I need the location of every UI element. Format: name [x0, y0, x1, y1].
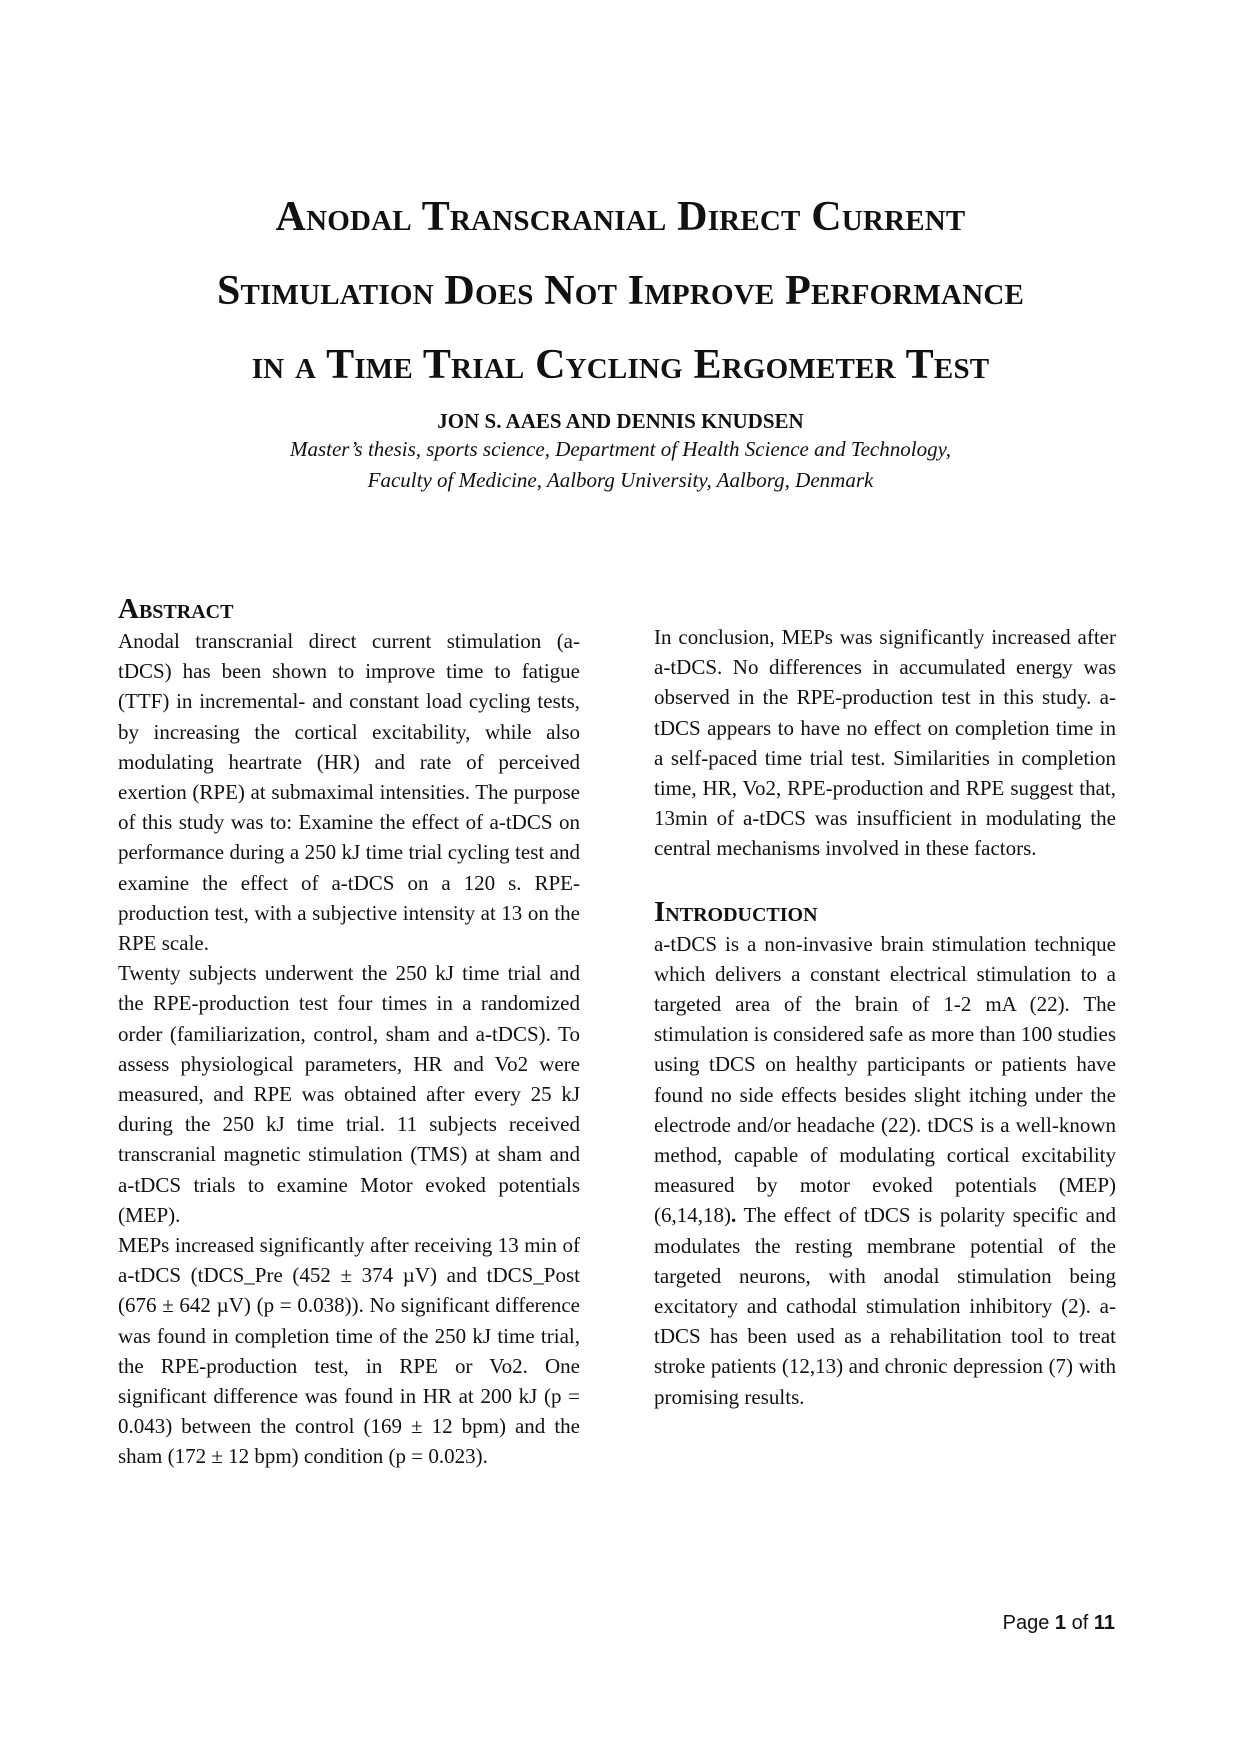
paper-title — [0, 180, 1241, 402]
page-number — [1003, 1610, 1115, 1636]
abstract-paragraph-2: Twenty subjects underwent the 250 kJ time trial and the RPE-production test four times in a randomized order (familiarization, control, sham and a-tDCS). To assess physiological parameters, HR and Vo2 were measured, and RPE was obtained after every 25 kJ during the 250 kJ time trial. 11 subjects received transcranial magnetic stimulation (TMS) at sham and a-tDCS trials to examine Motor evoked potentials (MEP). — [118, 961, 580, 1227]
authors: JON S. AAES AND DENNIS KNUDSEN — [437, 409, 804, 433]
abstract-paragraph-1: Anodal transcranial direct current stimulation (a-tDCS) has been shown to improve time to fatigue (TTF) in incremental- and constant load cycling tests, by increasing the cortical excitability, while also modulating heartrate (HR) and rate of perceived exertion (RPE) at submaximal intensities. The purpose of this study was to: Examine the effect of a-tDCS on performance during a 250 kJ time trial cycling test and examine the effect of a-tDCS on a 120 s. RPE-production test, with a subjective intensity at 13 on the RPE scale. — [118, 629, 580, 956]
abstract-paragraph-3: MEPs increased significantly after receiving 13 min of a-tDCS (tDCS_Pre (452 ± 374 µV) and tDCS_Post (676 ± 642 µV) (p = 0.038)). No significant difference was found in completion time of the 250 kJ time trial, the RPE-production test, in RPE or Vo2. One significant difference was found in HR at 200 kJ (p = 0.043) between the control (169 ± 12 bpm) and the sham (172 ± 12 bpm) condition (p = 0.023). — [118, 1233, 580, 1469]
intro-bold-period: . — [731, 1203, 737, 1228]
affiliation-line-1: Master’s thesis, sports science, Department of Health Science and Technology, — [289, 437, 952, 461]
abstract-conclusion-paragraph: In conclusion, MEPs was significantly increased after a-tDCS. No differences in accumulated energy was observed in the RPE-production test in this study. a-tDCS appears to have no effect on completion time in a self-paced time trial test. Similarities in completion time, HR, Vo2, RPE-production and RPE suggest that, 13min of a-tDCS was insufficient in modulating the central mechanisms involved in these factors. — [654, 625, 1116, 861]
introduction-heading: Introduction — [654, 895, 818, 928]
of-word: of — [1071, 1612, 1089, 1634]
page-word: Page — [1002, 1612, 1050, 1634]
abstract-heading: Abstract — [118, 593, 234, 625]
intro-text-part-1: a-tDCS is a non-invasive brain stimulation technique which delivers a constant electrical stimulation to a targeted area of the brain of 1-2 mA (22). The stimulation is considered safe as more than 100 studies using tDCS on healthy participants or patients have found no side effects besides slight itching under the electrode and/or headache (22). tDCS is a well-known method, capable of modulating cortical excitability measured by motor evoked potentials (MEP) (6,14,18) — [654, 931, 1116, 1228]
title-line-3: in a Time Trial Cycling Ergometer Test — [251, 342, 990, 388]
affiliation — [0, 434, 1241, 496]
page-total: 11 — [1093, 1612, 1115, 1634]
right-column — [654, 622, 1116, 1412]
intro-text-part-2: The effect of tDCS is polarity specific and modulates the resting membrane potential of the targeted neurons, with anodal stimulation being excitatory and cathodal stimulation inhibitory (2). a-tDCS has been used as a rehabilitation tool to treat stroke patients (12,13) and chronic depression (7) with promising results. — [654, 1203, 1116, 1409]
introduction-paragraph-1 — [654, 929, 1116, 1412]
title-line-2: Stimulation Does Not Improve Performance — [216, 268, 1025, 314]
title-line-1: Anodal Transcranial Direct Current — [275, 194, 966, 240]
page-current: 1 — [1054, 1612, 1067, 1634]
abstract-column — [118, 592, 580, 1472]
affiliation-line-2: Faculty of Medicine, Aalborg University, Aalborg, Denmark — [367, 468, 874, 492]
